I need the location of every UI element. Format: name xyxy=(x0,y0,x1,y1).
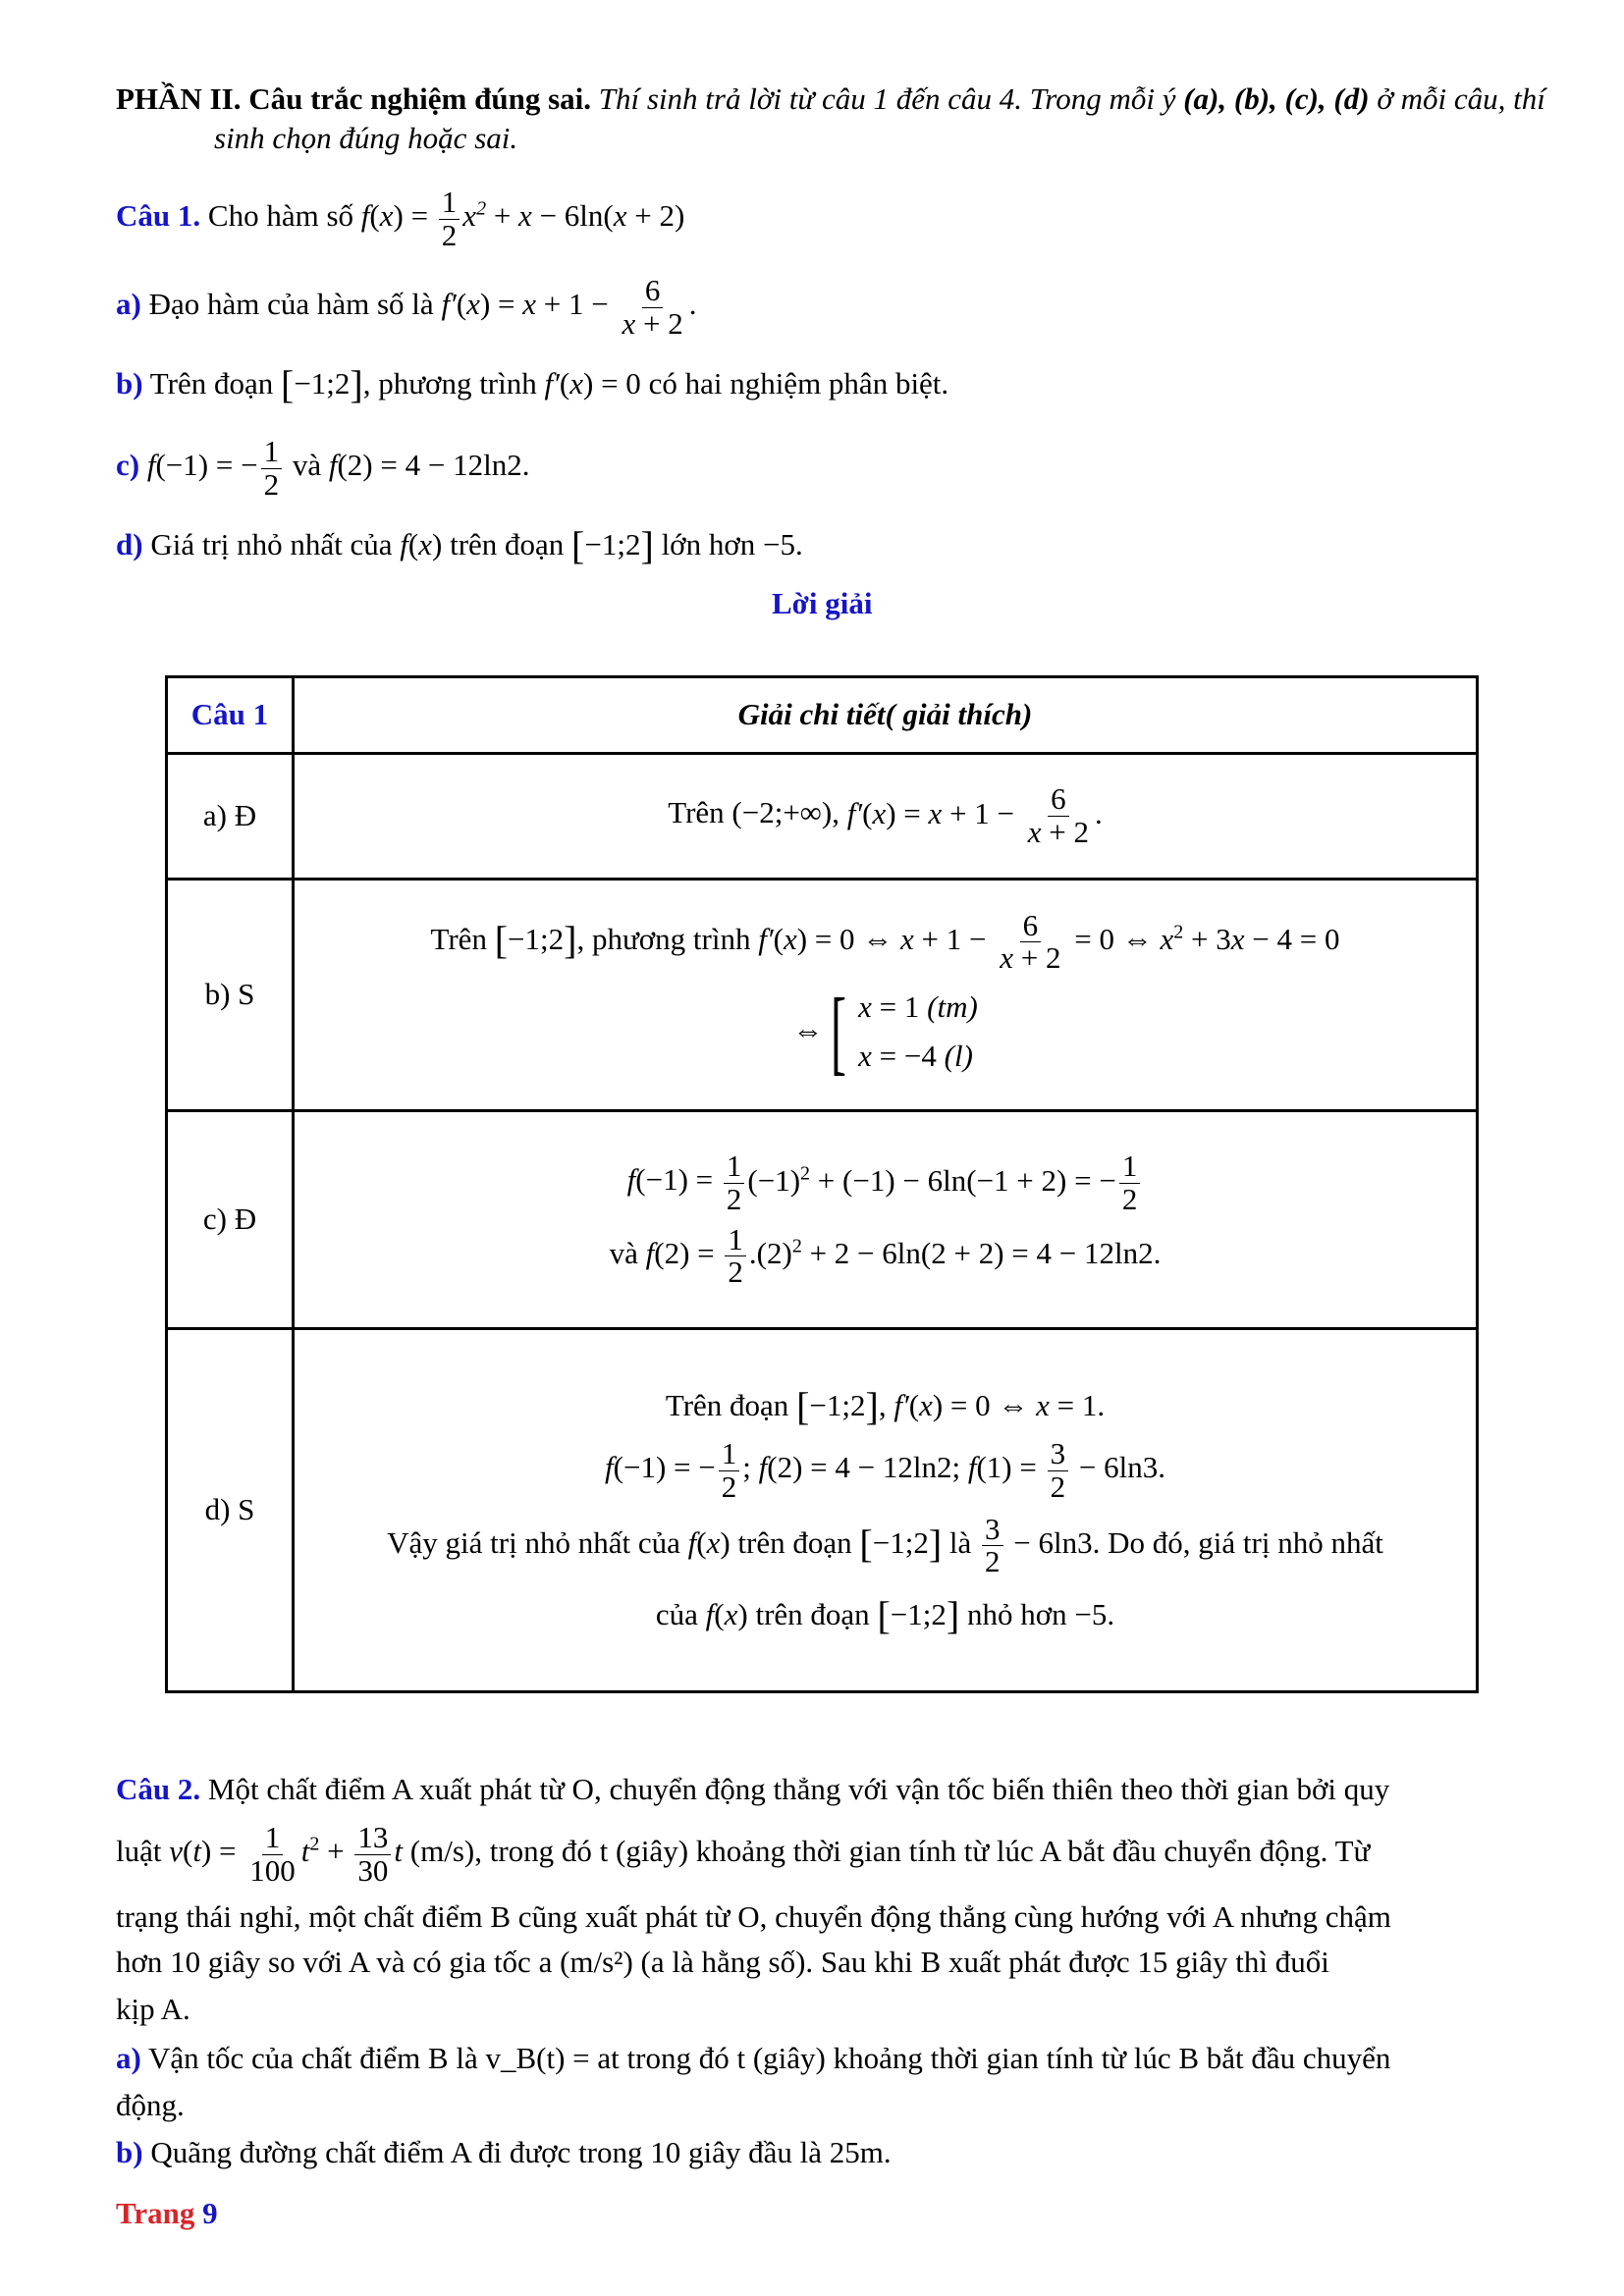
q1-b-text2: , phương trình xyxy=(362,366,537,400)
q1-b: b) Trên đoạn [−1;2], phương trình f′(x) = 0 có hai nghiệm phân biệt. xyxy=(116,362,949,406)
row-d-text6: của xyxy=(655,1596,698,1631)
row-d-label: d) S xyxy=(167,1329,294,1692)
row-d-text4: là xyxy=(948,1524,972,1560)
q1-a-text: Đạo hàm của hàm số là xyxy=(148,287,434,322)
q1-d-text3: lớn hơn xyxy=(661,527,756,561)
row-d-text2: Vậy giá trị nhỏ nhất của xyxy=(387,1524,680,1560)
row-b-text1: Trên xyxy=(430,922,487,957)
row-a-text: Trên xyxy=(668,795,725,830)
row-d-text1: Trên đoạn xyxy=(665,1387,789,1422)
row-a-label: a) Đ xyxy=(167,754,294,880)
table-row xyxy=(167,754,1478,880)
q2-text1: Một chất điểm A xuất phát từ O, chuyển động thẳng với vận tốc biến thiên theo thời gian bởi quy xyxy=(207,1772,1390,1806)
part-instruction: Thí sinh trả lời từ câu 1 đến câu 4. Trong mỗi ý xyxy=(598,81,1176,116)
part-instruction-3: sinh chọn đúng hoặc sai. xyxy=(214,121,518,155)
row-c-content: f(−1) = $\frac{1}{2}$ $(-1)^2 + (-1) - 6\ln(-1 + 2)$ = − $\frac{1}{2}$ và f(2) = $\frac{1}{2}$ $.(2)^2 + 2 - 6\ln(2 + 2) = 4 - 12\ln 2$. xyxy=(294,1111,1478,1329)
q2-b-label: b) xyxy=(116,2135,143,2169)
q1-a-label: a) xyxy=(116,287,141,322)
q2-text2b: (m/s), trong đó t (giây) khoảng thời gian tính từ lúc A bắt đầu chuyển động. Từ xyxy=(409,1834,1371,1869)
table-header-right: Giải chi tiết( giải thích) xyxy=(294,677,1478,754)
q1-c-label: c) xyxy=(116,448,140,483)
q1-d-label: d) xyxy=(116,527,143,561)
q2-line1 xyxy=(116,1767,1389,1813)
part-instruction-2: ở mỗi câu, thí xyxy=(1377,81,1545,116)
q2-line4: hơn 10 giây so với A và có gia tốc a (m/s²) (a là hằng số). Sau khi B xuất phát được 15 giây thì đuổi xyxy=(116,1945,1329,1979)
row-c-label: c) Đ xyxy=(167,1111,294,1329)
q2-a-cont: động. xyxy=(116,2088,185,2122)
q2-b-text: Quãng đường chất điểm A đi được trong 10 giây đầu là 25m. xyxy=(150,2135,892,2169)
q2-label: Câu 2. xyxy=(116,1772,201,1806)
row-b-label: b) S xyxy=(167,880,294,1111)
row-d-text8: nhỏ hơn xyxy=(966,1596,1067,1631)
row-b-l: (l) xyxy=(944,1038,973,1073)
q1-b-text1: Trên đoạn xyxy=(149,366,274,400)
row-d-text5: . Do đó, giá trị nhỏ nhất xyxy=(1092,1524,1383,1560)
q2-a-text: Vận tốc của chất điểm B là v_B(t) = at trong đó t (giây) khoảng thời gian tính từ lúc B bắt đầu chuyển xyxy=(148,2041,1391,2075)
row-b-tm: (tm) xyxy=(927,988,978,1024)
q1-label: Câu 1. xyxy=(116,198,201,234)
q2-line5: kịp A. xyxy=(116,1992,190,2026)
row-a-content: Trên (−2;+∞), f′(x) = x + 1 − $\frac{6}{x + 2}$ . xyxy=(294,754,1478,880)
q1-a: a) Đạo hàm của hàm số là f′(x) = x + 1 − $\frac{6}{x + 2}$ . xyxy=(116,273,697,341)
table-header-row xyxy=(167,677,1478,754)
table-row xyxy=(167,1329,1478,1692)
q2-b xyxy=(116,2130,892,2176)
q2-a-label: a) xyxy=(116,2041,141,2075)
q1-c-and: và xyxy=(292,448,322,483)
table-row xyxy=(167,1111,1478,1329)
q2-a xyxy=(116,2036,1390,2082)
q1-statement: Câu 1. Cho hàm số f(x) = $\frac{1}{2}$ $x^2 + x - 6\ln(x + 2)$ xyxy=(116,185,685,252)
row-d-text3: trên đoạn xyxy=(737,1524,852,1560)
row-d-text7: trên đoạn xyxy=(755,1596,870,1631)
q1-d: d) Giá trị nhỏ nhất của f(x) trên đoạn [−1;2] lớn hơn −5. xyxy=(116,523,803,567)
row-c-and: và xyxy=(609,1235,638,1270)
q1-d-text1: Giá trị nhỏ nhất của xyxy=(150,527,393,561)
row-b-content: Trên [−1;2], phương trình f′(x) = 0 ⇔ x + 1 − $\frac{6}{x + 2}$ = 0 ⇔ $x^2 + 3x - 4 = 0$ ⇔ [ x = 1 (tm) x = −4 (l) xyxy=(294,880,1478,1111)
q1-c: c) f(−1) = − $\frac{1}{2}$ và f(2) = 4 − 12ln2. xyxy=(116,434,530,502)
q1-b-label: b) xyxy=(116,366,143,400)
table-row xyxy=(167,880,1478,1111)
row-d-content: Trên đoạn [−1;2], f′(x) = 0 ⇔ x = 1. f(−1) = − $\frac{1}{2}$ ; f(2) = 4 − 12ln2; f(1) = $\frac{3}{2}$ − 6ln3. Vậy giá trị nhỏ nhất của f(x) trên đoạn [−1;2] là $\frac{3}{2}$ − 6ln3. Do đó, giá trị nhỏ nhất của f(x) trên đoạn [−1;2] nhỏ hơn −5. xyxy=(294,1329,1478,1692)
footer-label: Trang xyxy=(116,2196,195,2230)
part-options: (a), (b), (c), (d) xyxy=(1183,81,1370,116)
q1-d-text2: trên đoạn xyxy=(450,527,565,561)
part-heading-bold: PHẦN II. Câu trắc nghiệm đúng sai. xyxy=(116,81,591,116)
q2-line3: trạng thái nghỉ, một chất điểm B cũng xuất phát từ O, chuyển động thẳng cùng hướng với A nhưng chậm xyxy=(116,1899,1391,1934)
q2-text2a: luật xyxy=(116,1834,162,1869)
page-number: 9 xyxy=(202,2196,218,2230)
row-b-text2: , phương trình xyxy=(576,922,751,957)
q1-text: Cho hàm số xyxy=(207,198,354,234)
q2-line2: luật v(t) = $\frac{1}{100}$ $t^2$ + $\frac{13}{30}$ t (m/s), trong đó t (giây) khoảng thời gian tính từ lúc A bắt đầu chuyển động. Từ xyxy=(116,1820,1371,1888)
page-footer xyxy=(116,2191,218,2237)
solution-title: Lời giải xyxy=(772,586,873,620)
solution-table xyxy=(165,675,1479,1693)
q1-b-text3: có hai nghiệm phân biệt. xyxy=(648,366,949,400)
table-header-left: Câu 1 xyxy=(167,677,294,754)
